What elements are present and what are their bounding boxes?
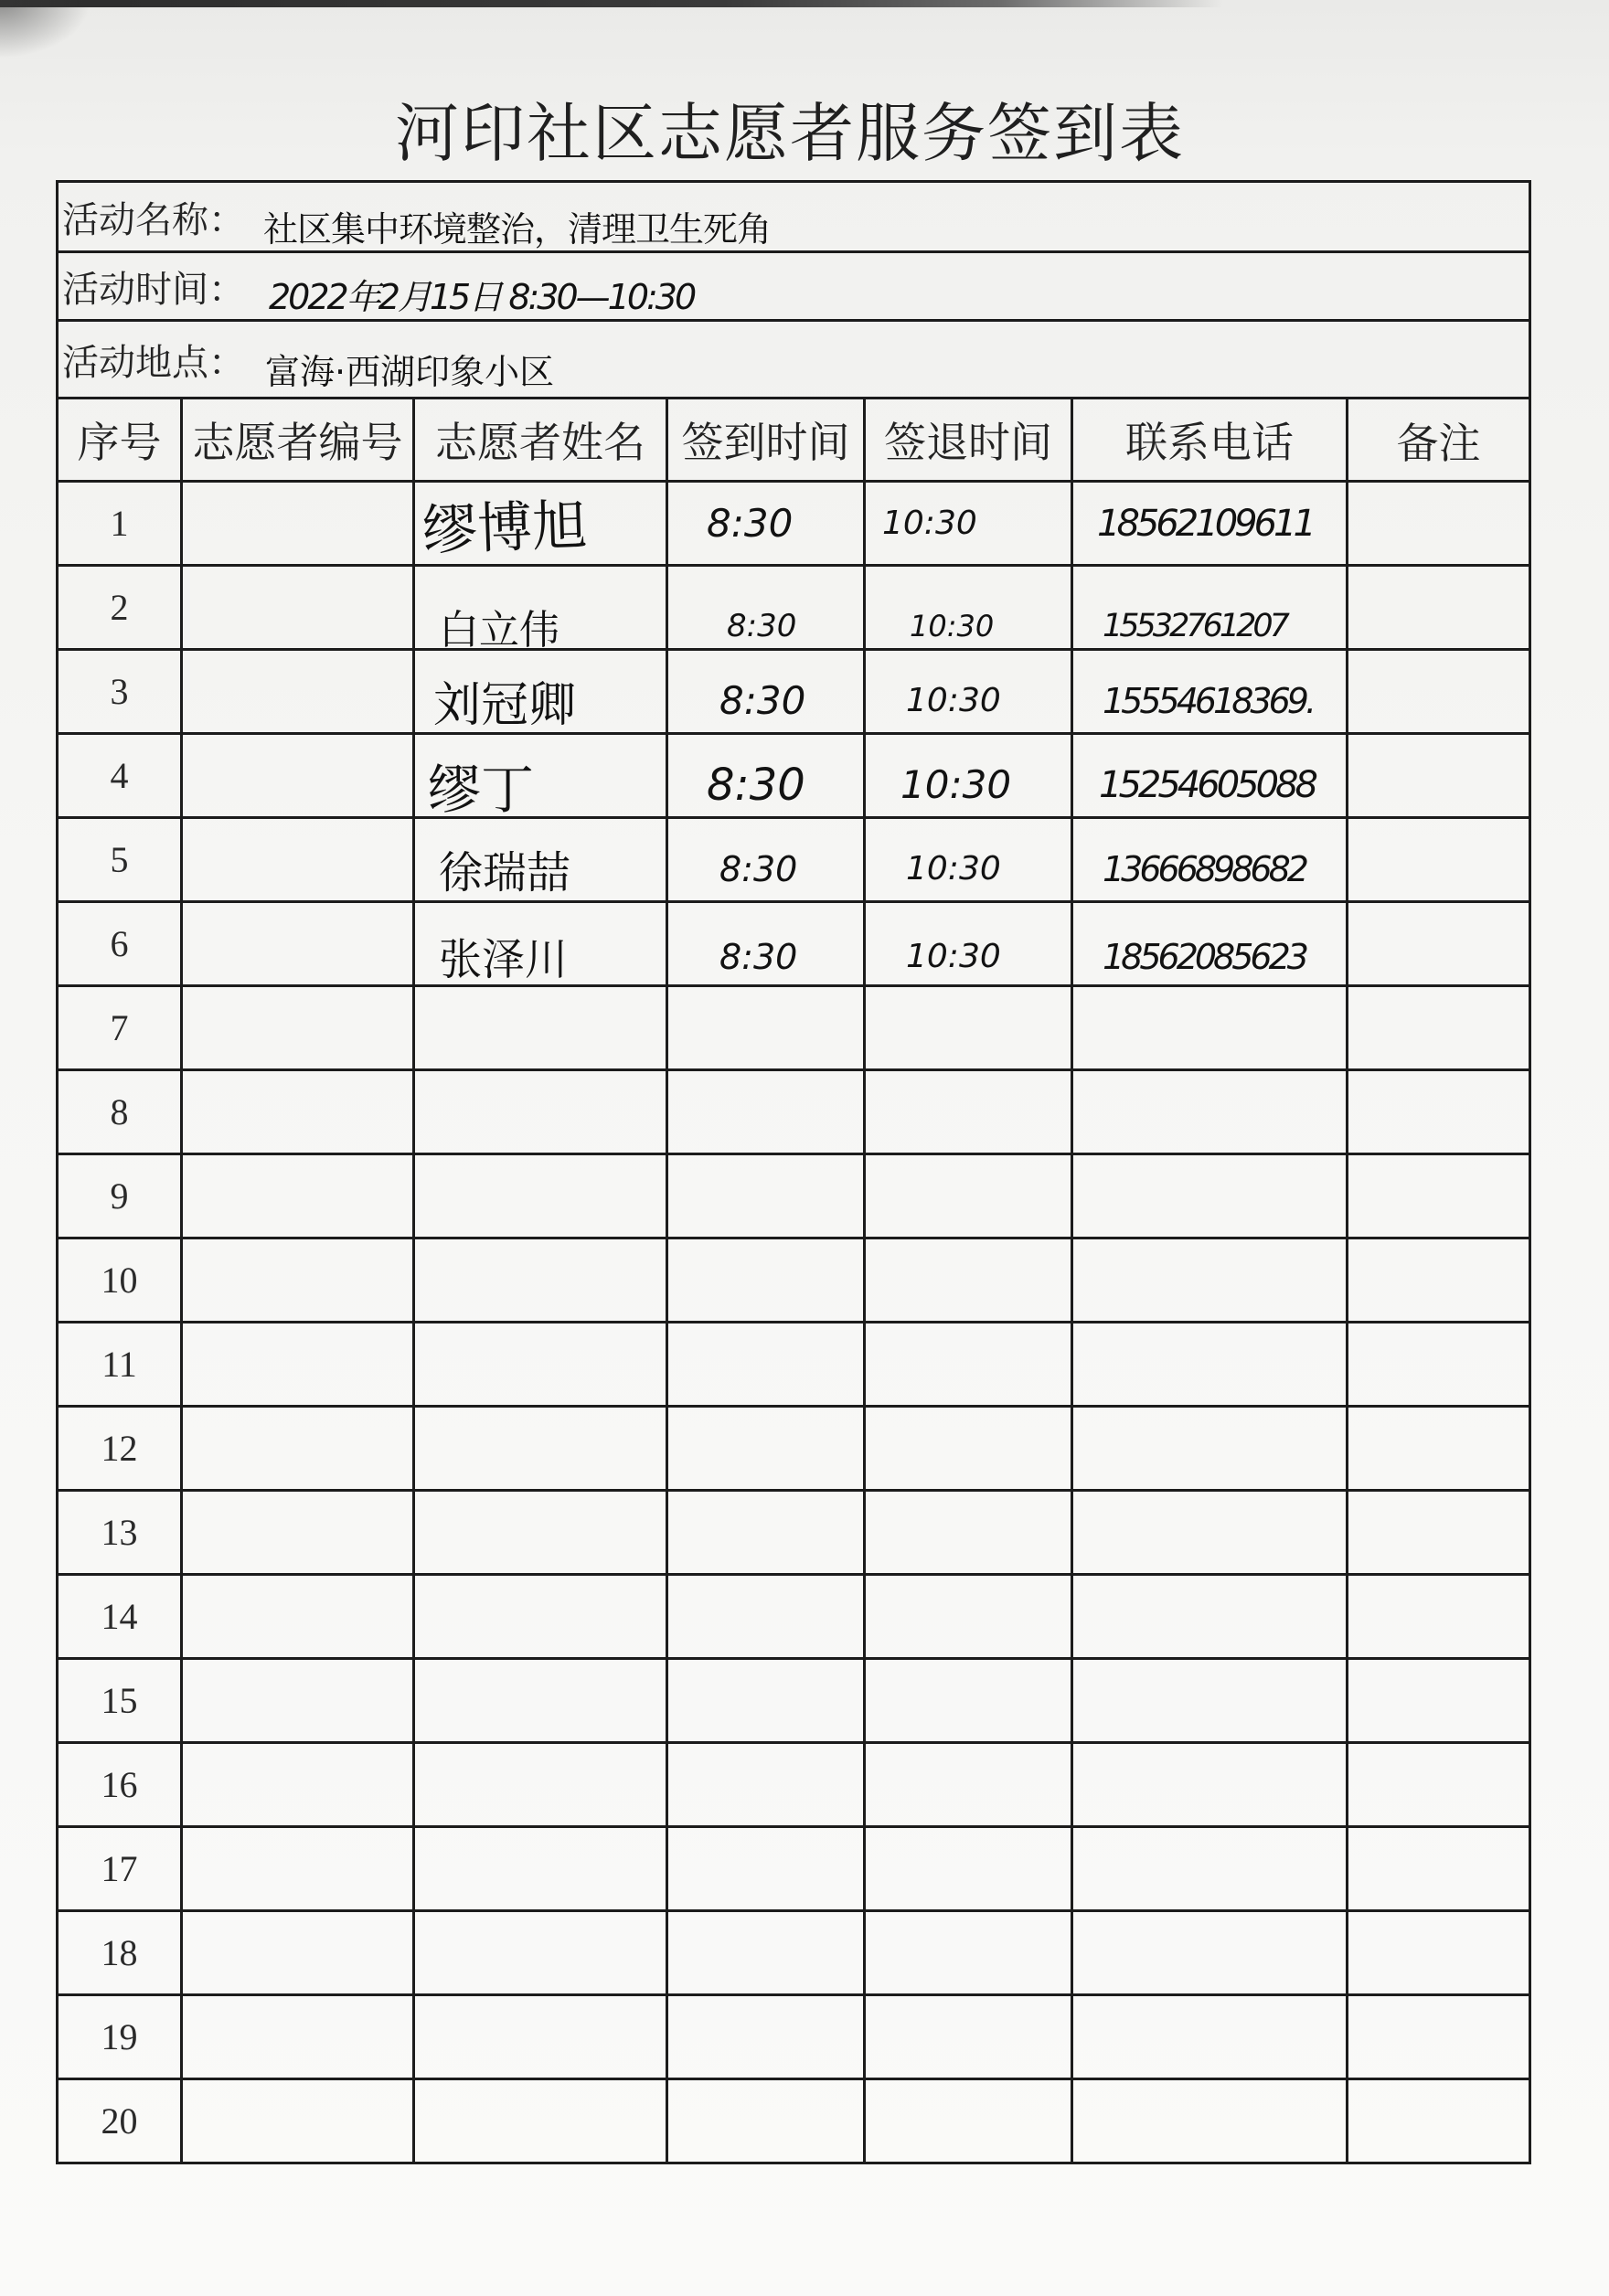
- volunteer-id-cell: [182, 1238, 414, 1323]
- table-row: [58, 1575, 1530, 1659]
- volunteer-name-cell: [414, 1911, 667, 1995]
- note-cell: [1348, 1743, 1530, 1827]
- sign-in-time-cell: [667, 1323, 865, 1407]
- phone-cell: [1072, 650, 1348, 734]
- note-cell: [1348, 1995, 1530, 2079]
- sign-in-time: 8:30: [727, 607, 797, 644]
- note-cell: [1348, 1659, 1530, 1743]
- paper-corner-shadow: [0, 0, 91, 58]
- phone-number: 15554618369.: [1103, 680, 1314, 721]
- row-number: 9: [58, 1154, 182, 1238]
- row-number: 1: [58, 482, 182, 566]
- sign-in-time: 8:30: [719, 848, 798, 889]
- volunteer-name-cell: [414, 1323, 667, 1407]
- table-row: [58, 1995, 1530, 2079]
- sign-out-time-cell: [865, 2079, 1072, 2163]
- sign-out-time-cell: [865, 650, 1072, 734]
- volunteer-name-signature: 张泽川: [439, 935, 568, 985]
- note-cell: [1348, 1911, 1530, 1995]
- row-number: 12: [58, 1407, 182, 1491]
- volunteer-id-cell: [182, 818, 414, 902]
- activity-name-label: 活动名称：: [62, 198, 245, 241]
- header-phone: 联系电话: [1072, 399, 1348, 482]
- phone-cell: [1072, 1743, 1348, 1827]
- sign-in-time-cell: [667, 2079, 865, 2163]
- volunteer-id-cell: [182, 650, 414, 734]
- sign-out-time-cell: [865, 1154, 1072, 1238]
- sign-in-time-cell: [667, 1575, 865, 1659]
- phone-cell: [1072, 902, 1348, 986]
- sign-out-time-cell: [865, 1238, 1072, 1323]
- header-seq: 序号: [58, 399, 182, 482]
- volunteer-name-cell: [414, 902, 667, 986]
- table-row: [58, 482, 1530, 566]
- phone-cell: [1072, 1575, 1348, 1659]
- phone-cell: [1072, 1659, 1348, 1743]
- volunteer-name-cell: [414, 1743, 667, 1827]
- phone-cell: [1072, 1323, 1348, 1407]
- table-row: [58, 734, 1530, 818]
- table-row: [58, 1238, 1530, 1323]
- sign-in-time-cell: [667, 1827, 865, 1911]
- note-cell: [1348, 1491, 1530, 1575]
- table-row: [58, 1323, 1530, 1407]
- volunteer-name-cell: [414, 1827, 667, 1911]
- sign-out-time-cell: [865, 1743, 1072, 1827]
- volunteer-name-cell: [414, 566, 667, 654]
- sign-in-time-cell: [667, 1659, 865, 1743]
- volunteer-name-cell: [414, 986, 667, 1070]
- volunteer-id-cell: [182, 1070, 414, 1154]
- note-cell: [1348, 482, 1530, 566]
- table-row: [58, 566, 1530, 650]
- sign-in-time-cell: [667, 1743, 865, 1827]
- phone-number: 18562109611: [1097, 502, 1313, 545]
- note-cell: [1348, 1323, 1530, 1407]
- note-cell: [1348, 1407, 1530, 1491]
- sign-out-time-cell: [865, 818, 1072, 902]
- row-number: 2: [58, 566, 182, 650]
- sign-out-time: 10:30: [910, 608, 995, 643]
- row-number: 3: [58, 650, 182, 734]
- note-cell: [1348, 566, 1530, 650]
- table-row: [58, 1491, 1530, 1575]
- volunteer-id-cell: [182, 1911, 414, 1995]
- row-number: 7: [58, 986, 182, 1070]
- phone-cell: [1072, 566, 1348, 650]
- sign-out-time-cell: [865, 1070, 1072, 1154]
- activity-place-value: 富海·西湖印象小区: [265, 351, 555, 392]
- row-number: 13: [58, 1491, 182, 1575]
- header-note: 备注: [1348, 399, 1530, 482]
- row-number: 6: [58, 902, 182, 986]
- volunteer-id-cell: [182, 566, 414, 650]
- header-sign-out-time: 签退时间: [865, 399, 1072, 482]
- activity-name-value: 社区集中环境整治，清理卫生死角: [263, 208, 772, 250]
- sign-in-time-cell: [667, 986, 865, 1070]
- table-row: [58, 1659, 1530, 1743]
- sign-out-time-cell: [865, 1575, 1072, 1659]
- sign-out-time: 10:30: [900, 762, 1012, 807]
- volunteer-id-cell: [182, 1154, 414, 1238]
- sign-in-time-cell: [667, 1238, 865, 1323]
- sign-out-time-cell: [865, 482, 1072, 566]
- note-cell: [1348, 734, 1530, 818]
- note-cell: [1348, 818, 1530, 902]
- note-cell: [1348, 1154, 1530, 1238]
- note-cell: [1348, 1070, 1530, 1154]
- phone-number: 15254605088: [1099, 763, 1315, 806]
- sign-in-time: 8:30: [707, 501, 794, 546]
- header-volunteer-name: 志愿者姓名: [414, 399, 667, 482]
- row-number: 14: [58, 1575, 182, 1659]
- volunteer-name-signature: 缪博旭: [421, 493, 589, 563]
- volunteer-id-cell: [182, 482, 414, 566]
- sign-in-time-cell: [667, 1070, 865, 1154]
- volunteer-id-cell: [182, 1323, 414, 1407]
- table-row: [58, 1827, 1530, 1911]
- row-number: 17: [58, 1827, 182, 1911]
- table-header-row: [58, 399, 1530, 482]
- table-row: [58, 902, 1530, 986]
- phone-cell: [1072, 1154, 1348, 1238]
- volunteer-id-cell: [182, 986, 414, 1070]
- activity-time-label: 活动时间：: [62, 268, 245, 311]
- sign-in-time-cell: [667, 1154, 865, 1238]
- volunteer-name-cell: [414, 1659, 667, 1743]
- volunteer-id-cell: [182, 902, 414, 986]
- volunteer-id-cell: [182, 1743, 414, 1827]
- volunteer-sign-in-form: [56, 180, 1531, 2164]
- volunteer-name-cell: [414, 1070, 667, 1154]
- volunteer-name-signature: 白立伟: [439, 606, 559, 654]
- volunteer-id-cell: [182, 1995, 414, 2079]
- row-number: 18: [58, 1911, 182, 1995]
- phone-number: 18562085623: [1103, 936, 1305, 977]
- row-number: 16: [58, 1743, 182, 1827]
- sign-in-time-cell: [667, 902, 865, 986]
- row-number: 19: [58, 1995, 182, 2079]
- activity-time-cell: [58, 252, 1530, 321]
- sign-out-time-cell: [865, 566, 1072, 650]
- volunteer-name-signature: 刘冠卿: [433, 678, 577, 733]
- header-volunteer-id: 志愿者编号: [182, 399, 414, 482]
- activity-time-row: [58, 252, 1530, 321]
- note-cell: [1348, 1827, 1530, 1911]
- table-row: [58, 818, 1530, 902]
- note-cell: [1348, 986, 1530, 1070]
- sign-in-time-cell: [667, 734, 865, 818]
- sign-out-time-cell: [865, 1995, 1072, 2079]
- activity-place-cell: [58, 321, 1530, 399]
- row-number: 8: [58, 1070, 182, 1154]
- sign-out-time-cell: [865, 986, 1072, 1070]
- row-number: 5: [58, 818, 182, 902]
- note-cell: [1348, 1238, 1530, 1323]
- row-number: 4: [58, 734, 182, 818]
- volunteer-id-cell: [182, 734, 414, 818]
- phone-cell: [1072, 2079, 1348, 2163]
- phone-cell: [1072, 1827, 1348, 1911]
- sign-out-time: 10:30: [906, 938, 1001, 975]
- sign-out-time-cell: [865, 1323, 1072, 1407]
- activity-place-row: [58, 321, 1530, 399]
- sign-out-time-cell: [865, 1659, 1072, 1743]
- sign-out-time-cell: [865, 1827, 1072, 1911]
- table-row: [58, 2079, 1530, 2163]
- sign-out-time: 10:30: [906, 682, 1001, 719]
- row-number: 10: [58, 1238, 182, 1323]
- volunteer-name-cell: [414, 650, 667, 734]
- form-title: 河印社区志愿者服务签到表: [395, 96, 1185, 171]
- volunteer-id-cell: [182, 1575, 414, 1659]
- sign-in-time-cell: [667, 482, 865, 566]
- sign-in-time-cell: [667, 566, 865, 650]
- sign-out-time-cell: [865, 1911, 1072, 1995]
- table-row: [58, 1070, 1530, 1154]
- row-number: 20: [58, 2079, 182, 2163]
- activity-time-value: 2022年2月15日 8:30—10:30: [269, 276, 695, 317]
- phone-cell: [1072, 818, 1348, 902]
- phone-cell: [1072, 1995, 1348, 2079]
- note-cell: [1348, 2079, 1530, 2163]
- volunteer-name-cell: [414, 1575, 667, 1659]
- table-row: [58, 1154, 1530, 1238]
- table-row: [58, 986, 1530, 1070]
- activity-place-label: 活动地点：: [62, 341, 245, 384]
- phone-cell: [1072, 1491, 1348, 1575]
- volunteer-name-cell: [414, 1491, 667, 1575]
- volunteer-name-cell: [414, 1995, 667, 2079]
- phone-cell: [1072, 482, 1348, 566]
- volunteer-id-cell: [182, 1659, 414, 1743]
- header-sign-in-time: 签到时间: [667, 399, 865, 482]
- table-row: [58, 1743, 1530, 1827]
- volunteer-id-cell: [182, 2079, 414, 2163]
- sign-out-time-cell: [865, 1491, 1072, 1575]
- sign-in-time: 8:30: [707, 759, 805, 811]
- phone-cell: [1072, 1070, 1348, 1154]
- phone-number: 13666898682: [1103, 848, 1305, 889]
- activity-name-cell: [58, 182, 1530, 252]
- paper-top-edge-shadow: [0, 0, 1609, 7]
- activity-name-row: [58, 182, 1530, 252]
- sign-in-time-cell: [667, 650, 865, 734]
- volunteer-name-cell: [414, 1154, 667, 1238]
- phone-cell: [1072, 1911, 1348, 1995]
- note-cell: [1348, 1575, 1530, 1659]
- volunteer-name-signature: 徐瑞喆: [439, 847, 571, 898]
- sign-out-time: 10:30: [882, 505, 977, 542]
- sign-in-time-cell: [667, 818, 865, 902]
- volunteer-name-cell: [414, 1238, 667, 1323]
- volunteer-name-cell: [414, 734, 667, 821]
- phone-cell: [1072, 734, 1348, 818]
- row-number: 15: [58, 1659, 182, 1743]
- note-cell: [1348, 650, 1530, 734]
- volunteer-id-cell: [182, 1491, 414, 1575]
- volunteer-name-cell: [414, 2079, 667, 2163]
- volunteer-name-cell: [414, 1407, 667, 1491]
- sign-in-time-cell: [667, 1407, 865, 1491]
- sign-in-time-cell: [667, 1911, 865, 1995]
- phone-cell: [1072, 1407, 1348, 1491]
- volunteer-name-signature: 缪丁: [428, 758, 535, 821]
- note-cell: [1348, 902, 1530, 986]
- table-row: [58, 650, 1530, 734]
- sign-out-time-cell: [865, 1407, 1072, 1491]
- table-row: [58, 1407, 1530, 1491]
- sign-in-time-cell: [667, 1995, 865, 2079]
- sign-out-time: 10:30: [906, 850, 1001, 888]
- volunteer-id-cell: [182, 1827, 414, 1911]
- phone-cell: [1072, 1238, 1348, 1323]
- phone-number: 15532761207: [1103, 607, 1286, 644]
- table-row: [58, 1911, 1530, 1995]
- sign-out-time-cell: [865, 734, 1072, 818]
- sign-in-time-cell: [667, 1491, 865, 1575]
- sign-in-time: 8:30: [719, 936, 798, 977]
- sign-in-time: 8:30: [719, 678, 806, 723]
- row-number: 11: [58, 1323, 182, 1407]
- phone-cell: [1072, 986, 1348, 1070]
- sign-out-time-cell: [865, 902, 1072, 986]
- volunteer-name-cell: [414, 482, 667, 566]
- volunteer-name-cell: [414, 818, 667, 902]
- volunteer-id-cell: [182, 1407, 414, 1491]
